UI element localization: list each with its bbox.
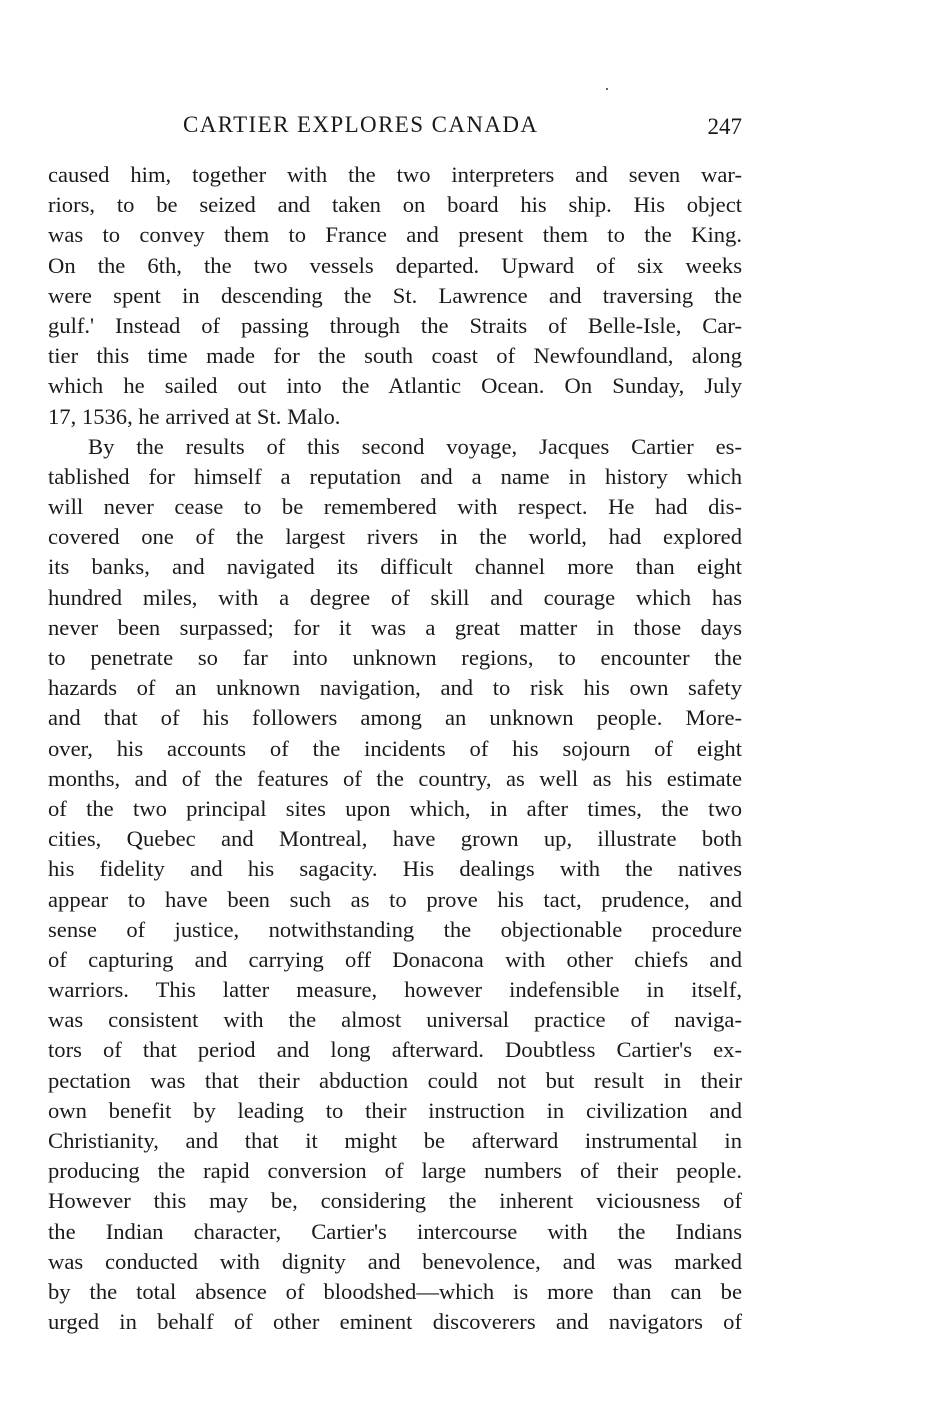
text-line: tablished for himself a reputation and a name in history which xyxy=(48,463,742,489)
text-line: hundred miles, with a degree of skill and courage which has xyxy=(48,584,742,610)
ink-speck xyxy=(606,88,608,90)
text-line: producing the rapid conversion of large numbers of their people. xyxy=(48,1158,742,1184)
paragraph-end-line: 17, 1536, he arrived at St. Malo. xyxy=(48,403,341,429)
text-line: covered one of the largest rivers in the world, had explored xyxy=(48,524,742,550)
text-line: never been surpassed; for it was a great matter in those days xyxy=(48,614,742,640)
text-line: appear to have been such as to prove his tact, prudence, and xyxy=(48,886,742,912)
text-line: cities, Quebec and Montreal, have grown up, illustrate both xyxy=(48,826,742,852)
text-line: will never cease to be remembered with respect. He had dis- xyxy=(48,494,742,520)
text-line: On the 6th, the two vessels departed. Upward of six weeks xyxy=(48,252,742,278)
text-line: his fidelity and his sagacity. His dealings with the natives xyxy=(48,856,742,882)
text-line: hazards of an unknown navigation, and to risk his own safety xyxy=(48,675,742,701)
text-line: riors, to be seized and taken on board his ship. His object xyxy=(48,192,742,218)
paragraph-start-line: By the results of this second voyage, Jacques Cartier es- xyxy=(88,433,742,459)
text-line: caused him, together with the two interpreters and seven war- xyxy=(48,162,742,187)
text-line: was consistent with the almost universal practice of naviga- xyxy=(48,1007,742,1033)
running-head xyxy=(48,112,742,146)
text-line: tors of that period and long afterward. Doubtless Cartier's ex- xyxy=(48,1037,742,1063)
body-text xyxy=(48,160,742,1337)
text-line: own benefit by leading to their instruction in civilization and xyxy=(48,1097,742,1123)
running-title: CARTIER EXPLORES CANADA xyxy=(183,112,539,137)
text-line: by the total absence of bloodshed—which is more than can be xyxy=(48,1278,742,1304)
text-line: of capturing and carrying off Donacona with other chiefs and xyxy=(48,946,742,972)
text-line: Christianity, and that it might be afterward instrumental in xyxy=(48,1128,742,1153)
text-line: months, and of the features of the country, as well as his estimate xyxy=(48,765,742,791)
text-line: over, his accounts of the incidents of his sojourn of eight xyxy=(48,735,742,761)
text-line: pectation was that their abduction could not but result in their xyxy=(48,1067,742,1093)
text-line: warriors. This latter measure, however indefensible in itself, xyxy=(48,977,742,1003)
text-line: its banks, and navigated its difficult channel more than eight xyxy=(48,554,742,580)
text-line: the Indian character, Cartier's intercourse with the Indians xyxy=(48,1218,742,1244)
text-line: of the two principal sites upon which, in after times, the two xyxy=(48,795,742,821)
page-number: 247 xyxy=(707,114,742,139)
text-line: was conducted with dignity and benevolence, and was marked xyxy=(48,1248,742,1274)
text-line: which he sailed out into the Atlantic Ocean. On Sunday, July xyxy=(48,373,742,399)
text-line: However this may be, considering the inherent viciousness of xyxy=(48,1188,742,1214)
text-line: sense of justice, notwithstanding the objectionable procedure xyxy=(48,916,742,942)
text-line: were spent in descending the St. Lawrence and traversing the xyxy=(48,282,742,308)
text-line: tier this time made for the south coast of Newfoundland, along xyxy=(48,343,742,369)
text-line: was to convey them to France and present them to the King. xyxy=(48,222,742,248)
text-line: gulf.' Instead of passing through the Straits of Belle-Isle, Car- xyxy=(48,312,742,338)
text-line: and that of his followers among an unknown people. More- xyxy=(48,705,742,731)
text-line: urged in behalf of other eminent discoverers and navigators of xyxy=(48,1309,742,1335)
text-line: to penetrate so far into unknown regions, to encounter the xyxy=(48,645,742,670)
